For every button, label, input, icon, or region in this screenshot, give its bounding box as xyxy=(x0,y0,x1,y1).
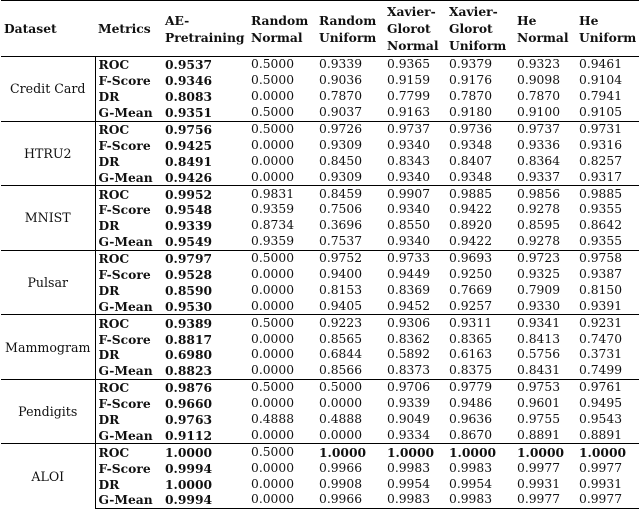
table-row xyxy=(1,331,639,347)
he-uniform-header: He Uniform xyxy=(576,1,639,57)
value-cell: 1.0000 xyxy=(576,444,639,460)
value-cell: 0.9761 xyxy=(576,379,639,395)
value-cell: 0.8083 xyxy=(165,89,213,105)
value-cell: 0.9752 xyxy=(316,250,384,266)
value-cell: 0.9736 xyxy=(446,121,514,137)
value-cell: 0.8642 xyxy=(579,218,623,233)
value-cell: 0.5892 xyxy=(387,347,431,362)
value-cell: 0.9486 xyxy=(449,396,493,411)
value-cell: 0.9495 xyxy=(579,396,623,411)
value-cell: 0.9601 xyxy=(517,396,561,411)
value-cell: 0.9528 xyxy=(165,267,213,283)
value-cell: 0.9983 xyxy=(446,492,514,508)
metric-label-cell: DR xyxy=(98,153,120,169)
table-row xyxy=(1,412,639,428)
value-cell: 0.9763 xyxy=(165,412,213,428)
value-cell: 0.8891 xyxy=(579,427,623,442)
value-cell: 0.8431 xyxy=(517,363,561,378)
table-row xyxy=(1,153,639,169)
table-row xyxy=(1,298,639,314)
table-row xyxy=(1,476,639,492)
value-cell: 0.9359 xyxy=(251,234,295,249)
value-cell: 0.9931 xyxy=(517,476,561,491)
value-cell: 0.9907 xyxy=(384,186,446,202)
table-row xyxy=(1,492,639,508)
metric-label-cell: DR xyxy=(98,476,120,492)
table-row xyxy=(1,89,639,105)
metric-label-cell: DR xyxy=(98,89,120,105)
value-cell: 0.9309 xyxy=(319,137,363,152)
value-cell: 0.8595 xyxy=(517,218,561,233)
value-cell: 0.9112 xyxy=(165,427,213,443)
value-cell: 0.0000 xyxy=(319,396,363,411)
value-cell: 0.9660 xyxy=(165,396,213,412)
value-cell: 0.9231 xyxy=(576,315,639,331)
metric-label-cell: ROC xyxy=(95,186,162,202)
value-cell: 0.9753 xyxy=(514,379,576,395)
value-cell: 0.9340 xyxy=(387,137,431,152)
table-row xyxy=(1,234,639,250)
value-cell: 0.0000 xyxy=(251,267,295,282)
value-cell: 0.9036 xyxy=(319,73,363,88)
value-cell: 0.7537 xyxy=(319,234,363,249)
value-cell: 0.9461 xyxy=(576,57,639,73)
value-cell: 0.9317 xyxy=(579,169,623,184)
metric-label-cell: G-Mean xyxy=(98,363,153,379)
value-cell: 0.9737 xyxy=(384,121,446,137)
value-cell: 0.9037 xyxy=(319,105,363,120)
value-cell: 0.9365 xyxy=(384,57,446,73)
dataset-name-cell: Pendigits xyxy=(1,379,95,444)
value-cell: 0.0000 xyxy=(248,492,316,508)
value-cell: 0.5756 xyxy=(517,347,561,362)
value-cell: 0.9706 xyxy=(384,379,446,395)
value-cell: 0.7870 xyxy=(517,89,561,104)
random-normal-header: Random Normal xyxy=(248,1,316,57)
table-row xyxy=(1,460,639,476)
value-cell: 1.0000 xyxy=(446,444,514,460)
value-cell: 0.8491 xyxy=(165,153,213,169)
value-cell: 0.9340 xyxy=(387,169,431,184)
metric-label-cell: G-Mean xyxy=(98,427,153,443)
value-cell: 0.9348 xyxy=(449,169,493,184)
value-cell: 0.0000 xyxy=(251,396,295,411)
value-cell: 0.9105 xyxy=(579,105,623,120)
table-row xyxy=(1,396,639,412)
metric-label-cell: F-Score xyxy=(98,202,151,218)
table-row xyxy=(1,282,639,298)
value-cell: 0.3696 xyxy=(319,218,363,233)
value-cell: 0.9400 xyxy=(319,267,363,282)
value-cell: 0.5000 xyxy=(251,105,295,120)
metric-label-cell: ROC xyxy=(95,121,162,137)
value-cell: 1.0000 xyxy=(316,444,384,460)
value-cell: 0.9983 xyxy=(449,460,493,475)
value-cell: 0.9756 xyxy=(162,121,248,137)
metric-label-cell: DR xyxy=(98,412,120,428)
value-cell: 0.9755 xyxy=(517,412,561,427)
value-cell: 0.0000 xyxy=(319,427,363,442)
metric-label-cell: G-Mean xyxy=(98,169,153,185)
value-cell: 0.9797 xyxy=(162,250,248,266)
value-cell: 0.8817 xyxy=(165,331,213,347)
value-cell: 0.0000 xyxy=(251,347,295,362)
value-cell: 0.9257 xyxy=(449,298,493,313)
value-cell: 0.8375 xyxy=(449,363,493,378)
value-cell: 0.9983 xyxy=(387,460,431,475)
value-cell: 0.9966 xyxy=(319,460,363,475)
table-row xyxy=(1,186,639,202)
metric-label-cell: ROC xyxy=(95,250,162,266)
table-row xyxy=(1,267,639,283)
value-cell: 0.8565 xyxy=(319,331,363,346)
table-header xyxy=(1,1,639,57)
metric-label-cell: DR xyxy=(98,218,120,234)
value-cell: 0.9452 xyxy=(387,298,431,313)
value-cell: 0.9977 xyxy=(576,492,639,508)
value-cell: 0.9337 xyxy=(517,169,561,184)
metric-label-cell: F-Score xyxy=(98,137,151,153)
value-cell: 0.8365 xyxy=(449,331,493,346)
value-cell: 0.8450 xyxy=(319,153,363,168)
value-cell: 0.9537 xyxy=(162,57,248,73)
value-cell: 0.5000 xyxy=(248,315,316,331)
value-cell: 0.0000 xyxy=(251,363,295,378)
value-cell: 0.8891 xyxy=(517,427,561,442)
value-cell: 0.6980 xyxy=(165,347,213,363)
value-cell: 0.6844 xyxy=(319,347,363,362)
value-cell: 0.6163 xyxy=(449,347,493,362)
value-cell: 0.8257 xyxy=(579,153,623,168)
table-row xyxy=(1,363,639,379)
value-cell: 0.9355 xyxy=(579,202,623,217)
metric-label-cell: DR xyxy=(98,347,120,363)
value-cell: 0.9731 xyxy=(576,121,639,137)
value-cell: 0.0000 xyxy=(251,137,295,152)
metric-label-cell: ROC xyxy=(95,315,162,331)
value-cell: 0.9325 xyxy=(517,267,561,282)
value-cell: 0.7799 xyxy=(387,89,431,104)
value-cell: 0.8343 xyxy=(387,153,431,168)
value-cell: 0.9856 xyxy=(514,186,576,202)
table-row xyxy=(1,169,639,185)
xavier-glorot-uniform-header: Xavier- Glorot Uniform xyxy=(446,1,514,57)
metric-label-cell: G-Mean xyxy=(98,298,153,314)
value-cell: 0.8920 xyxy=(449,218,493,233)
value-cell: 0.9908 xyxy=(319,476,363,491)
value-cell: 0.8364 xyxy=(517,153,561,168)
value-cell: 0.9163 xyxy=(387,105,431,120)
value-cell: 0.9278 xyxy=(517,202,561,217)
value-cell: 0.9425 xyxy=(165,137,213,153)
value-cell: 0.9758 xyxy=(576,250,639,266)
value-cell: 0.7499 xyxy=(579,363,623,378)
value-cell: 0.9954 xyxy=(449,476,493,491)
value-cell: 0.0000 xyxy=(251,153,295,168)
xavier-glorot-normal-header: Xavier- Glorot Normal xyxy=(384,1,446,57)
header-row xyxy=(1,1,639,57)
value-cell: 0.9422 xyxy=(449,202,493,217)
value-cell: 0.9549 xyxy=(165,234,213,250)
dataset-name-cell: HTRU2 xyxy=(1,121,95,186)
value-cell: 0.0000 xyxy=(251,460,295,475)
value-cell: 0.9339 xyxy=(387,396,431,411)
table-row xyxy=(1,57,639,73)
dataset-name-cell: Mammogram xyxy=(1,315,95,380)
value-cell: 0.9278 xyxy=(517,234,561,249)
value-cell: 0.9346 xyxy=(165,73,213,89)
value-cell: 1.0000 xyxy=(514,444,576,460)
value-cell: 0.8823 xyxy=(165,363,213,379)
value-cell: 0.8153 xyxy=(319,282,363,297)
value-cell: 0.4888 xyxy=(319,412,363,427)
value-cell: 0.5000 xyxy=(248,121,316,137)
metric-label-cell: ROC xyxy=(95,444,162,460)
value-cell: 0.8413 xyxy=(517,331,561,346)
value-cell: 0.9548 xyxy=(165,202,213,218)
results-table xyxy=(1,0,639,509)
table-row xyxy=(1,73,639,89)
value-cell: 0.9336 xyxy=(517,137,561,152)
value-cell: 0.5000 xyxy=(316,379,384,395)
value-cell: 0.7669 xyxy=(449,282,493,297)
value-cell: 0.9098 xyxy=(517,73,561,88)
value-cell: 0.8373 xyxy=(387,363,431,378)
value-cell: 0.0000 xyxy=(251,427,295,442)
value-cell: 0.9309 xyxy=(319,169,363,184)
metric-label-cell: ROC xyxy=(95,379,162,395)
value-cell: 0.9449 xyxy=(387,267,431,282)
value-cell: 0.7470 xyxy=(579,331,623,346)
table-row xyxy=(1,444,639,460)
value-cell: 0.9831 xyxy=(248,186,316,202)
table-row xyxy=(1,427,639,443)
dataset-name-cell: Pulsar xyxy=(1,250,95,315)
value-cell: 0.5000 xyxy=(251,73,295,88)
value-cell: 1.0000 xyxy=(384,444,446,460)
metric-label-cell: F-Score xyxy=(98,460,151,476)
value-cell: 0.9340 xyxy=(387,202,431,217)
value-cell: 0.7870 xyxy=(319,89,363,104)
value-cell: 0.9387 xyxy=(579,267,623,282)
value-cell: 0.4888 xyxy=(251,412,295,427)
value-cell: 0.9100 xyxy=(517,105,561,120)
metric-label-cell: G-Mean xyxy=(98,234,153,250)
value-cell: 0.9977 xyxy=(579,460,623,475)
value-cell: 0.9379 xyxy=(446,57,514,73)
dataset-name-cell: ALOI xyxy=(1,444,95,509)
value-cell: 0.0000 xyxy=(251,331,295,346)
value-cell: 0.8670 xyxy=(449,427,493,442)
value-cell: 0.9693 xyxy=(446,250,514,266)
value-cell: 0.9339 xyxy=(316,57,384,73)
value-cell: 0.9306 xyxy=(384,315,446,331)
value-cell: 0.9723 xyxy=(514,250,576,266)
value-cell: 0.9977 xyxy=(517,460,561,475)
value-cell: 0.5000 xyxy=(248,250,316,266)
value-cell: 0.8150 xyxy=(579,282,623,297)
dataset-name-cell: Credit Card xyxy=(1,57,95,122)
value-cell: 0.8369 xyxy=(387,282,431,297)
value-cell: 0.0000 xyxy=(251,169,295,184)
table-row xyxy=(1,315,639,331)
value-cell: 0.9977 xyxy=(514,492,576,508)
value-cell: 0.5000 xyxy=(248,379,316,395)
value-cell: 0.9885 xyxy=(576,186,639,202)
value-cell: 0.9341 xyxy=(514,315,576,331)
value-cell: 0.9530 xyxy=(165,298,213,314)
value-cell: 0.9311 xyxy=(446,315,514,331)
metric-label-cell: F-Score xyxy=(98,267,151,283)
value-cell: 0.9405 xyxy=(319,298,363,313)
value-cell: 0.9159 xyxy=(387,73,431,88)
value-cell: 0.9049 xyxy=(387,412,431,427)
table-row xyxy=(1,218,639,234)
value-cell: 0.0000 xyxy=(251,282,295,297)
value-cell: 0.9737 xyxy=(514,121,576,137)
value-cell: 0.7909 xyxy=(517,282,561,297)
value-cell: 0.8734 xyxy=(251,218,295,233)
value-cell: 0.9954 xyxy=(387,476,431,491)
table-row xyxy=(1,105,639,121)
value-cell: 0.9250 xyxy=(449,267,493,282)
metric-label-cell: F-Score xyxy=(98,331,151,347)
value-cell: 0.8459 xyxy=(316,186,384,202)
random-uniform-header: Random Uniform xyxy=(316,1,384,57)
table-row xyxy=(1,121,639,137)
value-cell: 1.0000 xyxy=(162,444,248,460)
value-cell: 0.9351 xyxy=(165,105,213,121)
metric-label-cell: F-Score xyxy=(98,73,151,89)
value-cell: 0.9355 xyxy=(579,234,623,249)
table-row xyxy=(1,202,639,218)
metrics-header: Metrics xyxy=(95,1,162,57)
value-cell: 0.7870 xyxy=(449,89,493,104)
value-cell: 0.9180 xyxy=(449,105,493,120)
value-cell: 0.8550 xyxy=(387,218,431,233)
value-cell: 0.9779 xyxy=(446,379,514,395)
ae-pretraining-header: AE- Pretraining xyxy=(162,1,248,57)
table-row xyxy=(1,137,639,153)
metric-label-cell: G-Mean xyxy=(95,492,162,508)
value-cell: 0.9876 xyxy=(162,379,248,395)
value-cell: 0.9636 xyxy=(449,412,493,427)
value-cell: 0.9389 xyxy=(162,315,248,331)
value-cell: 0.0000 xyxy=(251,298,295,313)
value-cell: 0.8407 xyxy=(449,153,493,168)
table-row xyxy=(1,379,639,395)
value-cell: 0.9323 xyxy=(514,57,576,73)
he-normal-header: He Normal xyxy=(514,1,576,57)
table-body xyxy=(1,57,639,509)
value-cell: 0.9726 xyxy=(316,121,384,137)
value-cell: 0.9330 xyxy=(517,298,561,313)
value-cell: 0.5000 xyxy=(248,57,316,73)
value-cell: 0.9316 xyxy=(579,137,623,152)
value-cell: 0.9994 xyxy=(165,460,213,476)
metric-label-cell: DR xyxy=(98,282,120,298)
metric-label-cell: F-Score xyxy=(98,396,151,412)
value-cell: 0.9359 xyxy=(251,202,295,217)
table-row xyxy=(1,250,639,266)
metric-label-cell: G-Mean xyxy=(98,105,153,121)
dataset-header: Dataset xyxy=(1,1,95,57)
value-cell: 0.9334 xyxy=(387,427,431,442)
value-cell: 0.9966 xyxy=(316,492,384,508)
value-cell: 0.9952 xyxy=(162,186,248,202)
value-cell: 0.9348 xyxy=(449,137,493,152)
value-cell: 0.9733 xyxy=(384,250,446,266)
value-cell: 0.9543 xyxy=(579,412,623,427)
value-cell: 0.9340 xyxy=(387,234,431,249)
metric-label-cell: ROC xyxy=(95,57,162,73)
value-cell: 0.9931 xyxy=(579,476,623,491)
value-cell: 0.9223 xyxy=(316,315,384,331)
value-cell: 0.9983 xyxy=(384,492,446,508)
value-cell: 0.9176 xyxy=(449,73,493,88)
value-cell: 0.9422 xyxy=(449,234,493,249)
value-cell: 0.9426 xyxy=(165,169,213,185)
value-cell: 0.8566 xyxy=(319,363,363,378)
value-cell: 0.7941 xyxy=(579,89,623,104)
value-cell: 0.0000 xyxy=(251,476,295,491)
dataset-name-cell: MNIST xyxy=(1,186,95,251)
value-cell: 0.9339 xyxy=(165,218,213,234)
value-cell: 0.0000 xyxy=(251,89,295,104)
value-cell: 0.7506 xyxy=(319,202,363,217)
value-cell: 0.3731 xyxy=(579,347,623,362)
table-row xyxy=(1,347,639,363)
value-cell: 0.9104 xyxy=(579,73,623,88)
value-cell: 0.9885 xyxy=(446,186,514,202)
value-cell: 0.8590 xyxy=(165,282,213,298)
value-cell: 1.0000 xyxy=(165,476,213,492)
value-cell: 0.9391 xyxy=(579,298,623,313)
value-cell: 0.8362 xyxy=(387,331,431,346)
value-cell: 0.5000 xyxy=(248,444,316,460)
value-cell: 0.9994 xyxy=(162,492,248,508)
